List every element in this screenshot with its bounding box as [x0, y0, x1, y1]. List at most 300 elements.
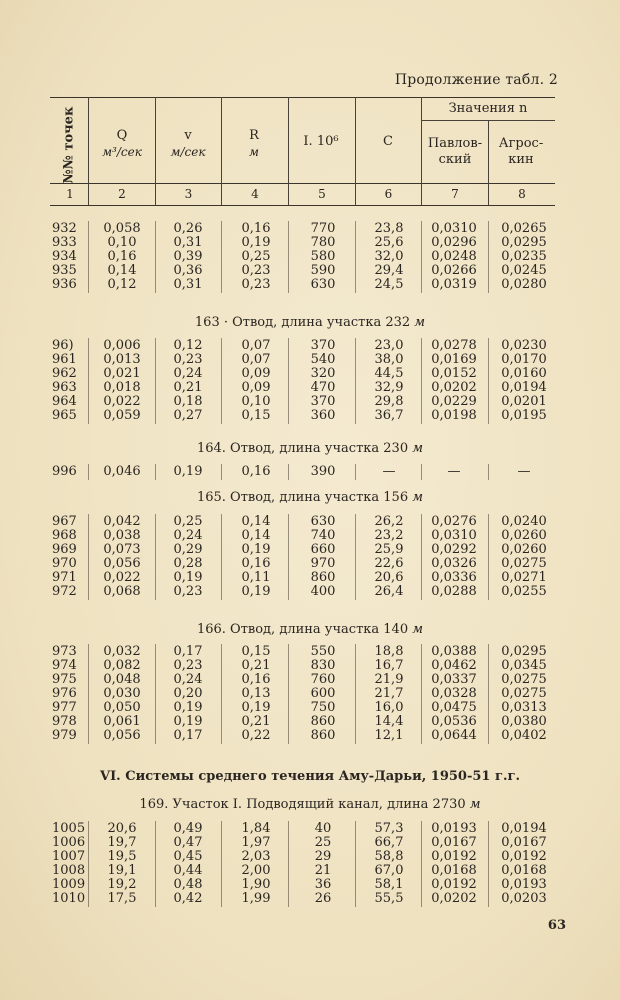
agroskin-cell: 0,0402: [501, 728, 547, 743]
pavlovsky-cell: 0,0193: [431, 821, 477, 836]
r-cell: 0,21: [241, 658, 271, 673]
agroskin-cell: 0,0201: [501, 394, 547, 409]
pavlovsky-cell: 0,0229: [431, 394, 477, 409]
q-cell: 0,018: [103, 380, 141, 395]
v-cell: 0,18: [173, 394, 203, 409]
i-cell: 660: [310, 542, 336, 557]
c-cell: 58,1: [374, 877, 404, 892]
pavlovsky-cell: 0,0167: [431, 835, 477, 850]
r-cell: 2,03: [241, 849, 271, 864]
agroskin-cell: 0,0167: [501, 835, 547, 850]
q-cell: 0,022: [103, 394, 141, 409]
pavlovsky-cell: 0,0202: [431, 891, 477, 906]
colnum-6: 6: [384, 187, 393, 201]
pavlovsky-cell: 0,0296: [431, 235, 477, 250]
c-cell: 18,8: [374, 644, 404, 659]
i-cell: 770: [310, 221, 336, 236]
r-cell: 0,11: [241, 570, 271, 585]
table-row: [0, 659, 620, 673]
i-cell: 29: [314, 849, 332, 864]
table-row: [0, 395, 620, 409]
v-cell: 0,19: [173, 700, 203, 715]
point-cell: 976: [52, 686, 77, 701]
q-cell: 0,030: [103, 686, 141, 701]
v-cell: 0,45: [173, 849, 203, 864]
v-cell: 0,23: [173, 352, 203, 367]
point-cell: 1008: [52, 863, 86, 878]
i-cell: 860: [310, 714, 336, 729]
i-cell: 750: [310, 700, 336, 715]
r-cell: 0,25: [241, 249, 271, 264]
table-row: [0, 850, 620, 864]
i-cell: 370: [310, 338, 336, 353]
point-cell: 935: [52, 263, 77, 278]
pavlovsky-cell: 0,0310: [431, 221, 477, 236]
point-cell: 967: [52, 514, 77, 529]
q-cell: 0,038: [103, 528, 141, 543]
table-row: [0, 864, 620, 878]
r-cell: 0,09: [241, 366, 271, 381]
agroskin-cell: —: [517, 464, 531, 479]
i-cell: 780: [310, 235, 336, 250]
header-v: v м/сек: [170, 128, 206, 159]
point-cell: 979: [52, 728, 77, 743]
table-row: [0, 465, 620, 479]
i-cell: 630: [310, 277, 336, 292]
agroskin-cell: 0,0235: [501, 249, 547, 264]
c-cell: 66,7: [374, 835, 404, 850]
i-cell: 25: [314, 835, 332, 850]
table-row: [0, 673, 620, 687]
agroskin-cell: 0,0275: [501, 556, 547, 571]
i-cell: 830: [310, 658, 336, 673]
agroskin-cell: 0,0275: [501, 686, 547, 701]
r-cell: 0,13: [241, 686, 271, 701]
r-cell: 0,07: [241, 352, 271, 367]
pavlovsky-cell: 0,0168: [431, 863, 477, 878]
table-row: [0, 222, 620, 236]
table-row: [0, 687, 620, 701]
r-cell: 0,15: [241, 644, 271, 659]
q-cell: 0,032: [103, 644, 141, 659]
pavlovsky-cell: 0,0462: [431, 658, 477, 673]
i-cell: 550: [310, 644, 336, 659]
colnum-3: 3: [184, 187, 193, 201]
c-cell: —: [382, 464, 396, 479]
q-cell: 0,050: [103, 700, 141, 715]
c-cell: 14,4: [374, 714, 404, 729]
agroskin-cell: 0,0230: [501, 338, 547, 353]
point-cell: 1007: [52, 849, 86, 864]
pavlovsky-cell: —: [447, 464, 461, 479]
c-cell: 32,0: [374, 249, 404, 264]
point-cell: 934: [52, 249, 77, 264]
header-c: C: [383, 134, 393, 149]
pavlovsky-cell: 0,0319: [431, 277, 477, 292]
c-cell: 21,7: [374, 686, 404, 701]
table-row: [0, 571, 620, 585]
q-cell: 19,7: [107, 835, 137, 850]
v-cell: 0,23: [173, 658, 203, 673]
v-cell: 0,36: [173, 263, 203, 278]
agroskin-cell: 0,0313: [501, 700, 547, 715]
header-r: R м: [249, 128, 259, 159]
q-cell: 0,046: [103, 464, 141, 479]
c-cell: 38,0: [374, 352, 404, 367]
pavlovsky-cell: 0,0198: [431, 408, 477, 423]
numbers-rule: [50, 205, 555, 206]
r-cell: 2,00: [241, 863, 271, 878]
q-cell: 0,042: [103, 514, 141, 529]
point-cell: 936: [52, 277, 77, 292]
table-row: [0, 701, 620, 715]
r-cell: 0,16: [241, 672, 271, 687]
c-cell: 44,5: [374, 366, 404, 381]
v-cell: 0,27: [173, 408, 203, 423]
v-cell: 0,17: [173, 728, 203, 743]
q-cell: 0,056: [103, 728, 141, 743]
i-cell: 970: [310, 556, 336, 571]
agroskin-cell: 0,0240: [501, 514, 547, 529]
point-cell: 971: [52, 570, 77, 585]
pavlovsky-cell: 0,0192: [431, 877, 477, 892]
i-cell: 400: [310, 584, 336, 599]
pavlovsky-cell: 0,0288: [431, 584, 477, 599]
i-cell: 320: [310, 366, 336, 381]
table-row: [0, 236, 620, 250]
table-row: [0, 381, 620, 395]
v-cell: 0,19: [173, 714, 203, 729]
q-cell: 0,068: [103, 584, 141, 599]
pavlovsky-cell: 0,0292: [431, 542, 477, 557]
pavlovsky-cell: 0,0202: [431, 380, 477, 395]
r-cell: 1,99: [241, 891, 271, 906]
v-cell: 0,49: [173, 821, 203, 836]
v-cell: 0,12: [173, 338, 203, 353]
v-cell: 0,47: [173, 835, 203, 850]
c-cell: 58,8: [374, 849, 404, 864]
agroskin-cell: 0,0345: [501, 658, 547, 673]
r-cell: 1,84: [241, 821, 271, 836]
c-cell: 57,3: [374, 821, 404, 836]
section-title: VI. Системы среднего течения Аму-Дарьи, 1950-51 г.г.: [100, 769, 520, 784]
c-cell: 25,9: [374, 542, 404, 557]
agroskin-cell: 0,0295: [501, 644, 547, 659]
table-row: [0, 367, 620, 381]
point-cell: 1010: [52, 891, 86, 906]
point-cell: 96): [52, 338, 74, 353]
q-cell: 0,061: [103, 714, 141, 729]
pavlovsky-cell: 0,0152: [431, 366, 477, 381]
table-row: [0, 529, 620, 543]
pavlovsky-cell: 0,0475: [431, 700, 477, 715]
point-cell: 1009: [52, 877, 86, 892]
colnum-1: 1: [66, 187, 74, 201]
table-row: [0, 250, 620, 264]
v-cell: 0,25: [173, 514, 203, 529]
point-cell: 1006: [52, 835, 86, 850]
q-cell: 0,021: [103, 366, 141, 381]
c-cell: 22,6: [374, 556, 404, 571]
group-title: 163 · Отвод, длина участка 232 м: [194, 315, 426, 330]
c-cell: 20,6: [374, 570, 404, 585]
point-cell: 972: [52, 584, 77, 599]
i-cell: 860: [310, 728, 336, 743]
agroskin-cell: 0,0260: [501, 542, 547, 557]
v-cell: 0,23: [173, 584, 203, 599]
agroskin-cell: 0,0260: [501, 528, 547, 543]
agroskin-cell: 0,0380: [501, 714, 547, 729]
v-cell: 0,19: [173, 570, 203, 585]
agroskin-cell: 0,0194: [501, 821, 547, 836]
v-cell: 0,21: [173, 380, 203, 395]
group-title: 166. Отвод, длина участка 140 м: [196, 622, 424, 637]
colnum-2: 2: [118, 187, 126, 201]
q-cell: 0,048: [103, 672, 141, 687]
q-cell: 0,082: [103, 658, 141, 673]
q-cell: 0,14: [107, 263, 137, 278]
table-row: [0, 585, 620, 599]
c-cell: 23,8: [374, 221, 404, 236]
v-cell: 0,24: [173, 528, 203, 543]
v-cell: 0,17: [173, 644, 203, 659]
r-cell: 0,16: [241, 221, 271, 236]
agroskin-cell: 0,0265: [501, 221, 547, 236]
i-cell: 360: [310, 408, 336, 423]
group-title: 165. Отвод, длина участка 156 м: [196, 490, 424, 505]
r-cell: 0,14: [241, 514, 271, 529]
header-i: I. 10⁶: [303, 134, 339, 149]
q-cell: 17,5: [107, 891, 137, 906]
pavlovsky-cell: 0,0328: [431, 686, 477, 701]
pavlovsky-cell: 0,0326: [431, 556, 477, 571]
c-cell: 29,4: [374, 263, 404, 278]
v-cell: 0,31: [173, 235, 203, 250]
c-cell: 16,7: [374, 658, 404, 673]
v-cell: 0,29: [173, 542, 203, 557]
r-cell: 0,21: [241, 714, 271, 729]
point-cell: 975: [52, 672, 77, 687]
pavlovsky-cell: 0,0169: [431, 352, 477, 367]
i-cell: 21: [314, 863, 332, 878]
r-cell: 0,16: [241, 556, 271, 571]
i-cell: 40: [314, 821, 332, 836]
v-cell: 0,42: [173, 891, 203, 906]
agroskin-cell: 0,0203: [501, 891, 547, 906]
v-cell: 0,24: [173, 672, 203, 687]
c-cell: 26,4: [374, 584, 404, 599]
c-cell: 12,1: [374, 728, 404, 743]
i-cell: 580: [310, 249, 336, 264]
v-cell: 0,26: [173, 221, 203, 236]
agroskin-cell: 0,0295: [501, 235, 547, 250]
q-cell: 19,1: [107, 863, 137, 878]
table-row: [0, 339, 620, 353]
agroskin-cell: 0,0271: [501, 570, 547, 585]
table-row: [0, 543, 620, 557]
point-cell: 996: [52, 464, 77, 479]
q-cell: 19,2: [107, 877, 137, 892]
v-cell: 0,24: [173, 366, 203, 381]
c-cell: 21,9: [374, 672, 404, 687]
pavlovsky-cell: 0,0536: [431, 714, 477, 729]
table-row: [0, 729, 620, 743]
c-cell: 36,7: [374, 408, 404, 423]
colnum-7: 7: [451, 187, 459, 201]
table-row: [0, 645, 620, 659]
v-cell: 0,20: [173, 686, 203, 701]
r-cell: 0,19: [241, 584, 271, 599]
point-cell: 969: [52, 542, 77, 557]
r-cell: 0,16: [241, 464, 271, 479]
table-row: [0, 715, 620, 729]
pavlovsky-cell: 0,0336: [431, 570, 477, 585]
point-cell: 970: [52, 556, 77, 571]
r-cell: 0,15: [241, 408, 271, 423]
table-row: [0, 278, 620, 292]
i-cell: 600: [310, 686, 336, 701]
q-cell: 0,006: [103, 338, 141, 353]
i-cell: 760: [310, 672, 336, 687]
q-cell: 0,022: [103, 570, 141, 585]
pavlovsky-cell: 0,0248: [431, 249, 477, 264]
r-cell: 0,09: [241, 380, 271, 395]
table-row: [0, 878, 620, 892]
q-cell: 0,073: [103, 542, 141, 557]
q-cell: 19,5: [107, 849, 137, 864]
pavlovsky-cell: 0,0644: [431, 728, 477, 743]
i-cell: 390: [310, 464, 336, 479]
table-row: [0, 892, 620, 906]
agroskin-cell: 0,0192: [501, 849, 547, 864]
pavlovsky-cell: 0,0337: [431, 672, 477, 687]
group-title: 164. Отвод, длина участка 230 м: [196, 441, 424, 456]
point-cell: 964: [52, 394, 77, 409]
header-group: Значения n: [448, 101, 528, 116]
q-cell: 0,058: [103, 221, 141, 236]
r-cell: 0,19: [241, 235, 271, 250]
c-cell: 32,9: [374, 380, 404, 395]
q-cell: 0,059: [103, 408, 141, 423]
v-cell: 0,31: [173, 277, 203, 292]
agroskin-cell: 0,0194: [501, 380, 547, 395]
r-cell: 0,19: [241, 700, 271, 715]
point-cell: 965: [52, 408, 77, 423]
r-cell: 0,23: [241, 263, 271, 278]
page-number: 63: [547, 918, 566, 933]
q-cell: 0,013: [103, 352, 141, 367]
point-cell: 968: [52, 528, 77, 543]
r-cell: 0,14: [241, 528, 271, 543]
header-rule: [50, 183, 555, 184]
v-cell: 0,19: [173, 464, 203, 479]
table-row: [0, 264, 620, 278]
agroskin-cell: 0,0255: [501, 584, 547, 599]
c-cell: 23,2: [374, 528, 404, 543]
running-head: Продолжение табл. 2: [394, 72, 558, 88]
r-cell: 0,23: [241, 277, 271, 292]
group-title: 169. Участок I. Подводящий канал, длина 2730 м: [139, 797, 481, 812]
pavlovsky-cell: 0,0310: [431, 528, 477, 543]
point-cell: 963: [52, 380, 77, 395]
i-cell: 470: [310, 380, 336, 395]
table-row: [0, 353, 620, 367]
point-cell: 933: [52, 235, 77, 250]
agroskin-cell: 0,0275: [501, 672, 547, 687]
point-cell: 978: [52, 714, 77, 729]
header-points: №№ точек: [61, 106, 77, 184]
agroskin-cell: 0,0160: [501, 366, 547, 381]
point-cell: 977: [52, 700, 77, 715]
agroskin-cell: 0,0195: [501, 408, 547, 423]
colnum-5: 5: [318, 187, 326, 201]
table-row: [0, 409, 620, 423]
i-cell: 630: [310, 514, 336, 529]
c-cell: 25,6: [374, 235, 404, 250]
table-row: [0, 822, 620, 836]
v-cell: 0,39: [173, 249, 203, 264]
pavlovsky-cell: 0,0278: [431, 338, 477, 353]
i-cell: 590: [310, 263, 336, 278]
i-cell: 370: [310, 394, 336, 409]
r-cell: 0,10: [241, 394, 271, 409]
i-cell: 860: [310, 570, 336, 585]
header-q: Q м³/сек: [102, 128, 142, 159]
agroskin-cell: 0,0245: [501, 263, 547, 278]
i-cell: 26: [314, 891, 332, 906]
agroskin-cell: 0,0168: [501, 863, 547, 878]
q-cell: 20,6: [107, 821, 137, 836]
i-cell: 740: [310, 528, 336, 543]
c-cell: 26,2: [374, 514, 404, 529]
i-cell: 36: [314, 877, 332, 892]
c-cell: 67,0: [374, 863, 404, 878]
v-cell: 0,48: [173, 877, 203, 892]
point-cell: 974: [52, 658, 77, 673]
header-pavlovsky: Павлов-ский: [427, 136, 483, 167]
table-row: [0, 515, 620, 529]
c-cell: 29,8: [374, 394, 404, 409]
c-cell: 24,5: [374, 277, 404, 292]
q-cell: 0,16: [107, 249, 137, 264]
r-cell: 0,19: [241, 542, 271, 557]
r-cell: 1,90: [241, 877, 271, 892]
c-cell: 16,0: [374, 700, 404, 715]
table-top-rule: [50, 97, 555, 98]
agroskin-cell: 0,0193: [501, 877, 547, 892]
pavlovsky-cell: 0,0266: [431, 263, 477, 278]
point-cell: 932: [52, 221, 77, 236]
q-cell: 0,10: [107, 235, 137, 250]
colnum-4: 4: [251, 187, 259, 201]
point-cell: 973: [52, 644, 77, 659]
v-cell: 0,28: [173, 556, 203, 571]
point-cell: 962: [52, 366, 77, 381]
q-cell: 0,056: [103, 556, 141, 571]
pavlovsky-cell: 0,0276: [431, 514, 477, 529]
r-cell: 0,07: [241, 338, 271, 353]
colnum-8: 8: [518, 187, 526, 201]
pavlovsky-cell: 0,0192: [431, 849, 477, 864]
pavlovsky-cell: 0,0388: [431, 644, 477, 659]
point-cell: 961: [52, 352, 77, 367]
point-cell: 1005: [52, 821, 86, 836]
header-agroskin: Агрос-кин: [498, 136, 544, 167]
table-row: [0, 557, 620, 571]
c-cell: 23,0: [374, 338, 404, 353]
v-cell: 0,44: [173, 863, 203, 878]
i-cell: 540: [310, 352, 336, 367]
